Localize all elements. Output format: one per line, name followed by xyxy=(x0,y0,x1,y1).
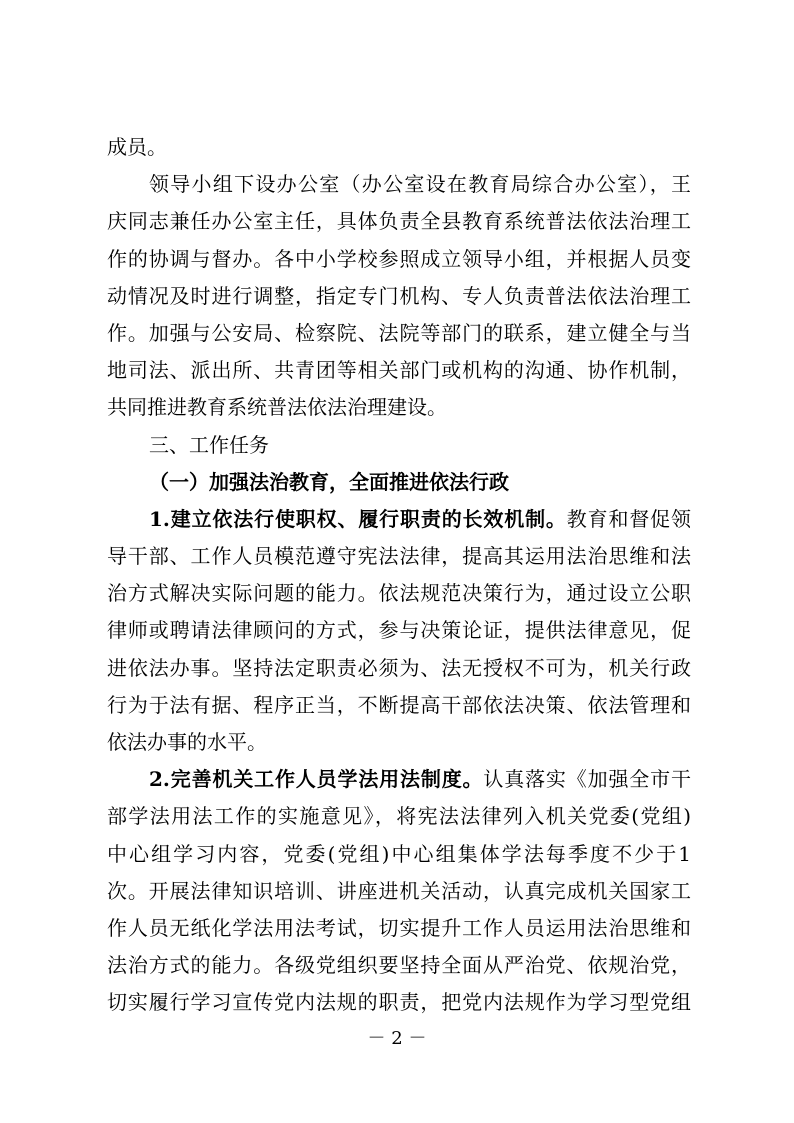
body-line: 中心组学习内容，党委(党组)中心组集体学法每季度不少于1 xyxy=(107,841,691,866)
body-line: 治方式解决实际问题的能力。依法规范决策行为，通过设立公职 xyxy=(107,581,691,606)
body-line: 律师或聘请法律顾问的方式，参与决策论证，提供法律意见，促 xyxy=(107,618,691,643)
body-line: 成员。 xyxy=(107,135,167,159)
continued-paragraph xyxy=(107,129,691,166)
body-line: 部学法用法工作的实施意见》，将宪法法律列入机关党委(党组) xyxy=(107,804,691,829)
body-line: 行为于法有据、程序正当，不断提高干部依法决策、依法管理和 xyxy=(107,692,691,717)
section-heading: 三、工作任务 xyxy=(149,432,269,457)
item-lead-text: 教育和督促领 xyxy=(566,506,691,531)
body-line: 动情况及时进行调整，指定专门机构、专人负责普法依法治理工 xyxy=(107,283,691,308)
body-line: 次。开展法律知识培训、讲座进机关活动，认真完成机关国家工 xyxy=(107,878,691,903)
body-line xyxy=(107,501,691,538)
body-line: 地司法、派出所、共青团等相关部门或机构的沟通、协作机制， xyxy=(107,358,691,383)
subsection-heading: （一）加强法治教育，全面推进依法行政 xyxy=(149,469,509,494)
item-title: 2.完善机关工作人员学法用法制度。 xyxy=(149,767,484,792)
body-line: 共同推进教育系统普法依法治理建设。 xyxy=(107,395,447,420)
body-text xyxy=(107,129,691,1022)
body-line: 领导小组下设办公室（办公室设在教育局综合办公室），王 xyxy=(149,172,691,197)
body-line: 作的协调与督办。各中小学校参照成立领导小组，并根据人员变 xyxy=(107,246,691,271)
item-paragraph-2 xyxy=(107,761,691,1021)
body-line: 作。加强与公安局、检察院、法院等部门的联系，建立健全与当 xyxy=(107,320,691,345)
body-line: 切实履行学习宣传党内法规的职责，把党内法规作为学习型党组 xyxy=(107,990,691,1015)
item-title: 1.建立依法行使职权、履行职责的长效机制。 xyxy=(149,506,567,531)
item-lead-text: 认真落实《加强全市干 xyxy=(483,767,691,792)
body-line: 作人员无纸化学法用法考试，切实提升工作人员运用法治思维和 xyxy=(107,915,691,940)
body-line: 依法办事的水平。 xyxy=(107,730,267,754)
item-paragraph-1 xyxy=(107,501,691,761)
page-number: － 2 － xyxy=(367,1028,427,1049)
body-line: 庆同志兼任办公室主任，具体负责全县教育系统普法依法治理工 xyxy=(107,209,691,234)
body-line: 导干部、工作人员模范遵守宪法法律，提高其运用法治思维和法 xyxy=(107,544,691,569)
office-paragraph xyxy=(107,166,691,426)
body-line xyxy=(107,761,691,798)
body-line: 进依法办事。坚持法定职责必须为、法无授权不可为，机关行政 xyxy=(107,655,691,680)
body-line: 法治方式的能力。各级党组织要坚持全面从严治党、依规治党， xyxy=(107,953,691,978)
